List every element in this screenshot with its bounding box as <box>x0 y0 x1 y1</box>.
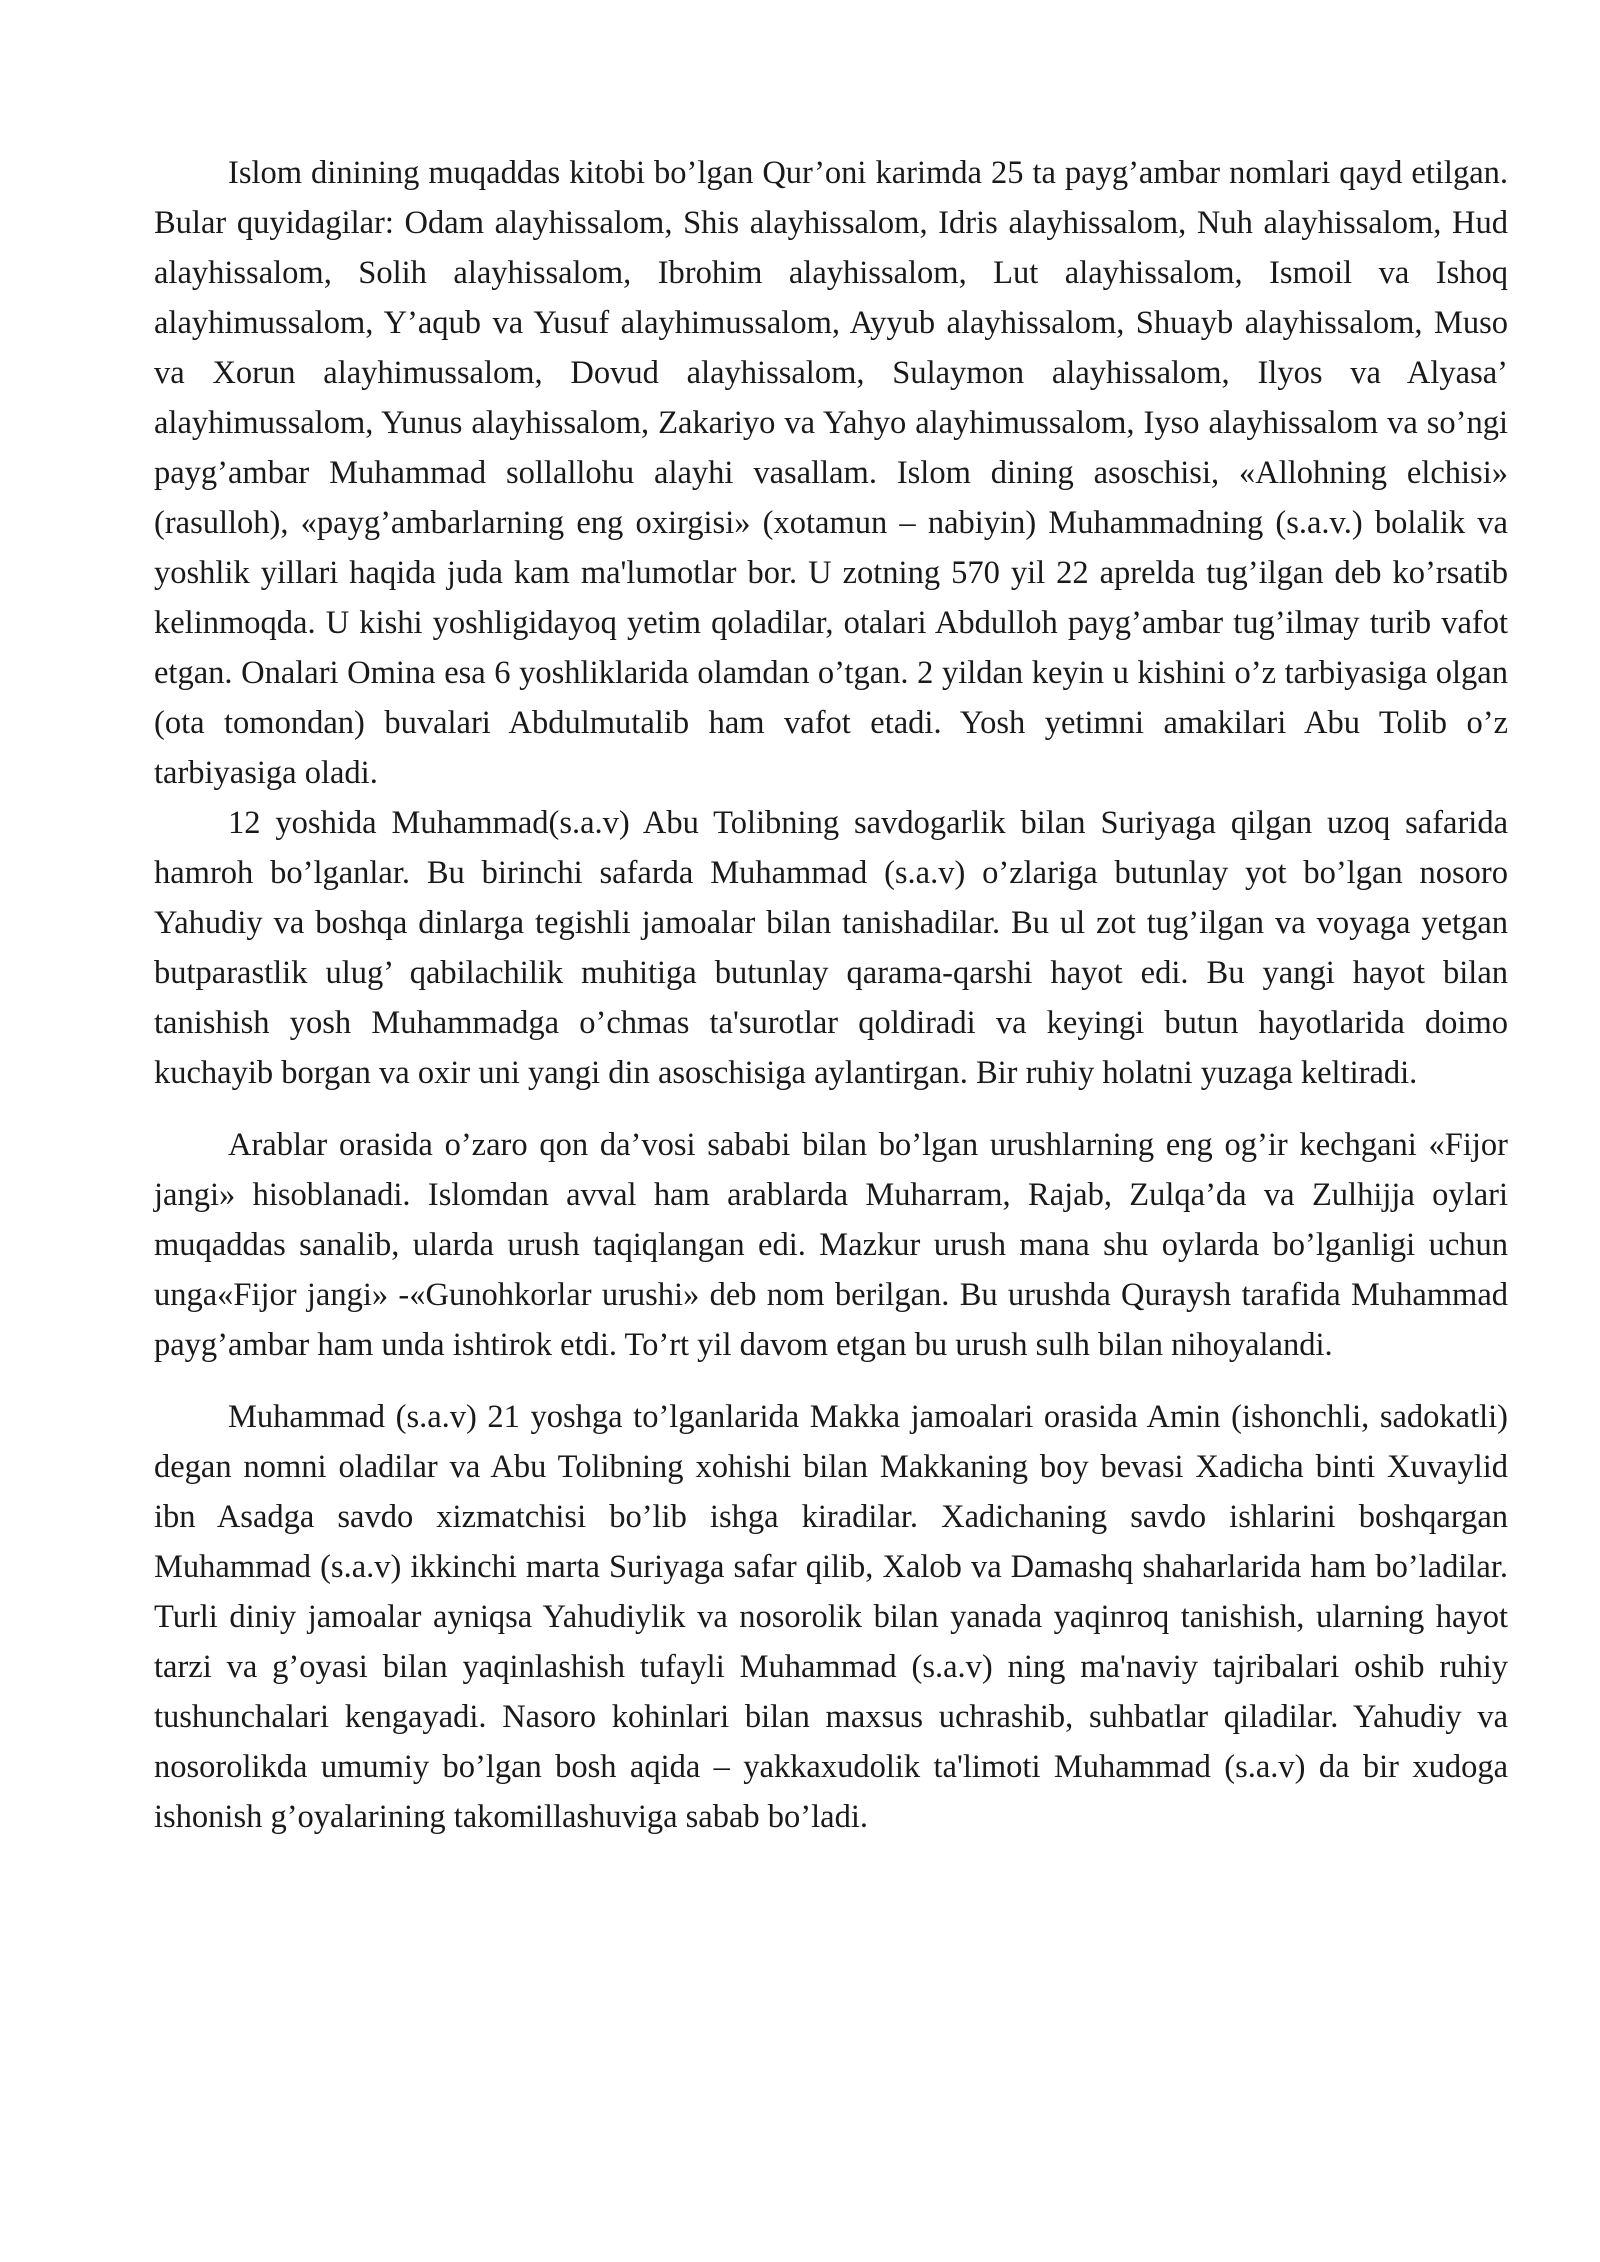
document-page <box>154 148 1508 1842</box>
paragraph-prophets-intro: Islom dinining muqaddas kitobi bo’lgan Qur’oni karimda 25 ta payg’ambar nomlari qayd etilgan. Bular quyidagilar: Odam alayhissalom, Shis alayhissalom, Idris alayhissalom, Nuh alayhissalom, Hud alayhissalom, Solih alayhissalom, Ibrohim alayhissalom, Lut alayhissalom, Ismoil va Ishoq alayhimussalom, Y’aqub va Yusuf alayhimussalom, Ayyub alayhissalom, Shuayb alayhissalom, Muso va Xorun alayhimussalom, Dovud alayhissalom, Sulaymon alayhissalom, Ilyos va Alyasa’ alayhimussalom, Yunus alayhissalom, Zakariyo va Yahyo alayhimussalom, Iyso alayhissalom va so’ngi payg’ambar Muhammad sollallohu alayhi vasallam. Islom dining asoschisi, «Allohning elchisi» (rasulloh), «payg’ambarlarning eng oxirgisi» (xotamun – nabiyin) Muhammadning (s.a.v.) bolalik va yoshlik yillari haqida juda kam ma'lumotlar bor. U zotning 570 yil 22 aprelda tug’ilgan deb ko’rsatib kelinmoqda. U kishi yoshligidayoq yetim qoladilar, otalari Abdulloh payg’ambar tug’ilmay turib vafot etgan. Onalari Omina esa 6 yoshliklarida olamdan o’tgan. 2 yildan keyin u kishini o’z tarbiyasiga olgan (ota tomondan) buvalari Abdulmutalib ham vafot etadi. Yosh yetimni amakilari Abu Tolib o’z tarbiyasiga oladi. <box>154 155 1508 791</box>
paragraph-syria-journey: 12 yoshida Muhammad(s.a.v) Abu Tolibning savdogarlik bilan Suriyaga qilgan uzoq safarida hamroh bo’lganlar. Bu birinchi safarda Muhammad (s.a.v) o’zlariga butunlay yot bo’lgan nosoro Yahudiy va boshqa dinlarga tegishli jamoalar bilan tanishadilar. Bu ul zot tug’ilgan va voyaga yetgan butparastlik ulug’ qabilachilik muhitiga butunlay qarama-qarshi hayot edi. Bu yangi hayot bilan tanishish yosh Muhammadga o’chmas ta'surotlar qoldiradi va keyingi butun hayotlarida doimo kuchayib borgan va oxir uni yangi din asoschisiga aylantirgan. Bir ruhiy holatni yuzaga keltiradi. <box>154 805 1508 1091</box>
paragraph-khadija-trade: Muhammad (s.a.v) 21 yoshga to’lganlarida Makka jamoalari orasida Amin (ishonchli, sadokatli) degan nomni oladilar va Abu Tolibning xohishi bilan Makkaning boy bevasi Xadicha binti Xuvaylid ibn Asadga savdo xizmatchisi bo’lib ishga kiradilar. Xadichaning savdo ishlarini boshqargan Muhammad (s.a.v) ikkinchi marta Suriyaga safar qilib, Xalob va Damashq shaharlarida ham bo’ladilar. Turli diniy jamoalar ayniqsa Yahudiylik va nosorolik bilan yanada yaqinroq tanishish, ularning hayot tarzi va g’oyasi bilan yaqinlashish tufayli Muhammad (s.a.v) ning ma'naviy tajribalari oshib ruhiy tushunchalari kengayadi. Nasoro kohinlari bilan maxsus uchrashib, suhbatlar qiladilar. Yahudiy va nosorolikda umumiy bo’lgan bosh aqida – yakkaxudolik ta'limoti Muhammad (s.a.v) da bir xudoga ishonish g’oyalarining takomillashuviga sabab bo’ladi. <box>154 1399 1508 1835</box>
paragraph-fijar-war: Arablar orasida o’zaro qon da’vosi sababi bilan bo’lgan urushlarning eng og’ir kechgani «Fijor jangi» hisoblanadi. Islomdan avval ham arablarda Muharram, Rajab, Zulqa’da va Zulhijja oylari muqaddas sanalib, ularda urush taqiqlangan edi. Mazkur urush mana shu oylarda bo’lganligi uchun unga«Fijor jangi» -«Gunohkorlar urushi» deb nom berilgan. Bu urushda Quraysh tarafida Muhammad payg’ambar ham unda ishtirok etdi. To’rt yil davom etgan bu urush sulh bilan nihoyalandi. <box>154 1127 1508 1363</box>
